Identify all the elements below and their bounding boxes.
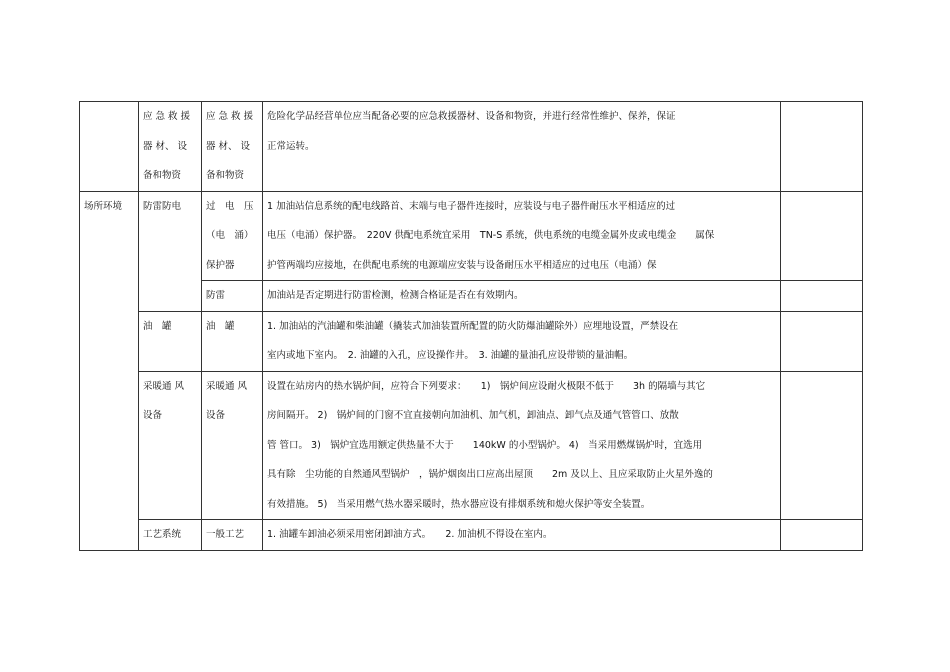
result-cell [781, 311, 863, 371]
requirement-line: 有效措施。 5) 当采用燃气热水器采暖时，热水器应设有排烟系统和熄火保护等安全装置。 [267, 498, 651, 510]
requirement-line: 电压（电涌）保护器。 220V 供配电系统宜采用 TN-S 系统，供电系统的电缆金属外皮或电缆金 属保 [267, 230, 715, 241]
requirement-cell [263, 371, 781, 520]
item-line: 器 材、 设 [143, 140, 188, 152]
requirement-line: 管 管口。 3) 锅炉宜选用额定供热量不大于 140kW 的小型锅炉。 4) 当采用燃煤锅炉时，宜选用 [267, 439, 703, 451]
table-row [80, 311, 863, 371]
subitem-line: 采暖通 风 [206, 380, 248, 392]
result-cell [781, 102, 863, 192]
subitem-line: （电 涌） [206, 230, 254, 241]
subitem-line: 过 电 压 [206, 200, 254, 212]
subitem-cell [202, 191, 263, 281]
requirement-line: 房间隔开。 2) 锅炉间的门窗不宜直接朝向加油机、加气机，卸油点、卸气点及通气管管口、放散 [267, 410, 679, 421]
item-cell: 防雷防电 [139, 191, 202, 311]
item-cell: 工艺系统 [139, 520, 202, 551]
table-row [80, 191, 863, 281]
category-cell-blank [80, 102, 139, 192]
subitem-cell: 一般工艺 [202, 520, 263, 551]
requirement-cell [263, 102, 781, 192]
requirement-line: 具有除 尘功能的自然通风型锅炉 ，锅炉烟囱出口应高出屋顶 2m 及以上、且应采取防止火星外逸的 [267, 469, 713, 480]
item-cell [139, 102, 202, 192]
item-line: 采暖通 风 [143, 380, 185, 392]
item-line: 备和物资 [143, 170, 182, 181]
subitem-cell [202, 102, 263, 192]
category-cell: 场所环境 [80, 191, 139, 550]
subitem-cell: 油 罐 [202, 311, 263, 371]
requirement-line: 正常运转。 [267, 140, 315, 152]
requirement-cell: 加油站是否定期进行防雷检测，检测合格证是否在有效期内。 [263, 281, 781, 312]
requirement-line: 1. 加油站的汽油罐和柴油罐（撬装式加油装置所配置的防火防爆油罐除外）应埋地设置，严禁设在 [267, 320, 679, 332]
table-row [80, 371, 863, 520]
subitem-line: 备和物资 [206, 170, 245, 181]
requirement-cell [263, 311, 781, 371]
item-cell: 油 罐 [139, 311, 202, 371]
result-cell [781, 191, 863, 281]
requirement-line: 设置在站房内的热水锅炉间，应符合下列要求： 1) 锅炉间应设耐火极限不低于 3h 的隔墙与其它 [267, 380, 706, 392]
requirement-line: 1 加油站信息系统的配电线路首、末端与电子器件连接时，应装设与电子器件耐压水平相适应的过 [267, 200, 676, 212]
requirement-line: 危险化学品经营单位应当配备必要的应急救援器材、设备和物资，并进行经常性维护、保养，保证 [267, 111, 676, 122]
result-cell [781, 371, 863, 520]
subitem-line: 应 急 救 援 [206, 111, 254, 122]
subitem-line: 保护器 [206, 259, 235, 271]
item-line: 设备 [143, 410, 163, 421]
result-cell [781, 281, 863, 312]
item-line: 应 急 救 援 [143, 111, 191, 122]
requirement-line: 护管两端均应接地，在供配电系统的电源端应安装与设备耐压水平相适应的过电压（电涌）保 [267, 259, 657, 271]
subitem-cell: 防雷 [202, 281, 263, 312]
requirement-cell [263, 191, 781, 281]
inspection-table [79, 101, 863, 551]
table-row [80, 520, 863, 551]
table-row [80, 102, 863, 192]
item-cell [139, 371, 202, 520]
requirement-line: 室内或地下室内。 2. 油罐的入孔，应设操作井。 3. 油罐的量油孔应设带锁的量油帽。 [267, 350, 634, 361]
requirement-cell: 1. 油罐车卸油必须采用密闭卸油方式。 2. 加油机不得设在室内。 [263, 520, 781, 551]
result-cell [781, 520, 863, 551]
subitem-line: 器 材、 设 [206, 140, 251, 152]
subitem-line: 设备 [206, 410, 226, 421]
subitem-cell [202, 371, 263, 520]
